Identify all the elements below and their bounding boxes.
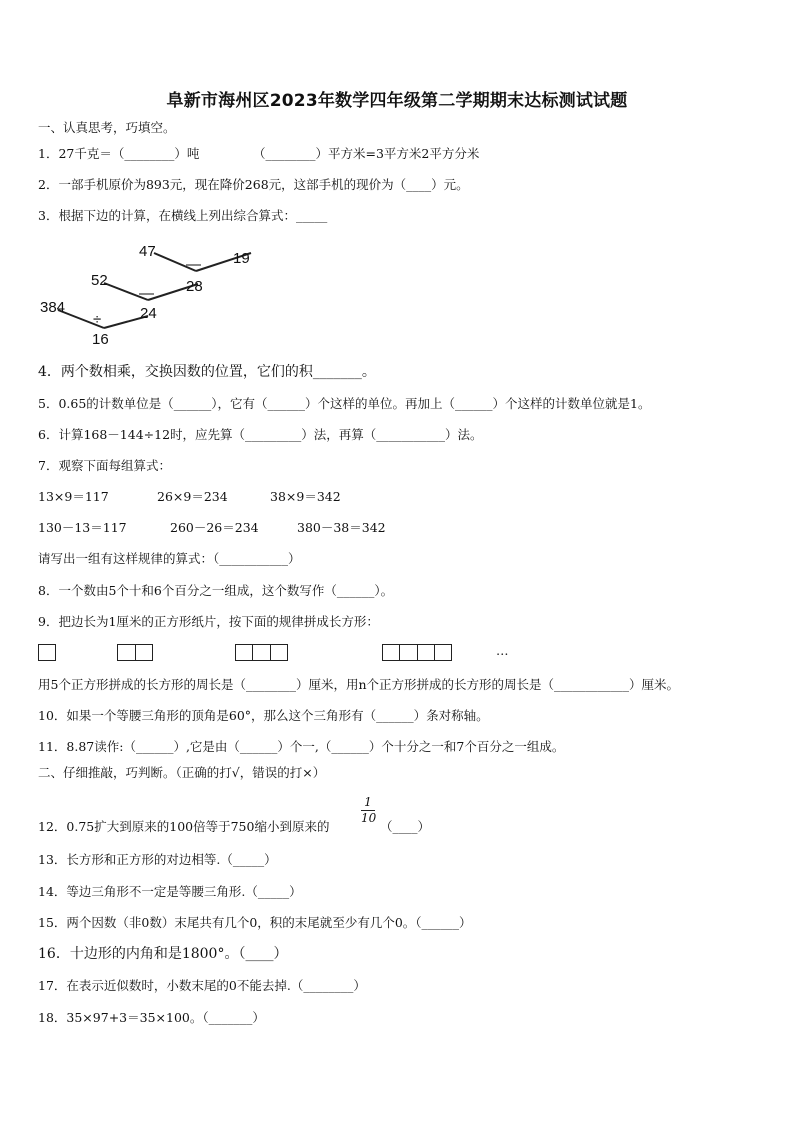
q7-row2-item3: 380－38＝342	[297, 520, 386, 535]
question-10: 10．如果一个等腰三角形的顶角是60°，那么这个三角形有（______）条对称轴。	[38, 708, 489, 723]
fraction-numerator: 1	[364, 795, 372, 809]
number-47: 47	[139, 243, 156, 260]
question-12: 12．0.75扩大到原来的100倍等于750缩小到原来的	[38, 819, 330, 834]
question-3: 3．根据下边的计算，在横线上列出综合算式：_____	[38, 208, 328, 223]
q7-row1-item2: 26×9＝234	[157, 489, 228, 504]
number-28: 28	[186, 278, 203, 295]
q7-row2-item1: 130－13＝117	[38, 520, 127, 535]
fraction-denominator: 10	[361, 811, 377, 825]
q7-row1-item1: 13×9＝117	[38, 489, 109, 504]
question-18: 18．35×97+3＝35×100。（_______）	[38, 1010, 265, 1025]
question-15: 15．两个因数（非0数）末尾共有几个0，积的末尾就至少有几个0。（______）	[38, 915, 472, 930]
question-1b: （________）平方米=3平方米2平方分米	[253, 146, 480, 161]
minus-sign-1: —	[186, 256, 201, 273]
number-24: 24	[140, 305, 157, 322]
number-16: 16	[92, 331, 109, 348]
question-7: 7．观察下面每组算式：	[38, 458, 171, 473]
question-5: 5．0.65的计数单位是（______），它有（______）个这样的单位。再加上（______）个这样的计数单位就是1。	[38, 396, 651, 411]
question-9: 9．把边长为1厘米的正方形纸片，按下面的规律拼成长方形：	[38, 614, 379, 629]
calculation-diagram	[36, 236, 266, 352]
question-7-write: 请写出一组有这样规律的算式：（___________）	[38, 551, 301, 566]
fraction-one-tenth	[361, 796, 375, 825]
question-12-blank: （____）	[380, 819, 431, 834]
question-8: 8．一个数由5个十和6个百分之一组成，这个数写作（______）。	[38, 583, 394, 598]
question-16: 16．十边形的内角和是1800°。（____）	[38, 946, 288, 962]
question-11: 11．8.87读作:（______）,它是由（______）个一,（______）个十分之一和7个百分之一组成。	[38, 739, 565, 754]
question-13: 13．长方形和正方形的对边相等.（_____）	[38, 852, 277, 867]
section-2-heading: 二、仔细推敲，巧判断。（正确的打√，错误的打×）	[38, 765, 326, 780]
squares-3	[235, 644, 288, 661]
question-4: 4．两个数相乘，交换因数的位置，它们的积_______。	[38, 364, 376, 380]
question-6: 6．计算168－144÷12时，应先算（_________）法，再算（___________）法。	[38, 427, 483, 442]
question-1a: 1．27千克＝（________）吨	[38, 146, 200, 161]
number-19: 19	[233, 250, 250, 267]
squares-1	[38, 644, 56, 661]
question-2: 2．一部手机原价为893元，现在降价268元，这部手机的现价为（____）元。	[38, 177, 469, 192]
question-9b: 用5个正方形拼成的长方形的周长是（________）厘米，用n个正方形拼成的长方形的周长是（____________）厘米。	[38, 677, 680, 692]
division-sign: ÷	[93, 311, 102, 328]
q7-row1-item3: 38×9＝342	[270, 489, 341, 504]
squares-4	[382, 644, 452, 661]
squares-2	[117, 644, 153, 661]
question-17: 17．在表示近似数时，小数末尾的0不能去掉.（________）	[38, 978, 366, 993]
ellipsis: …	[496, 643, 509, 658]
number-52: 52	[91, 272, 108, 289]
question-14: 14．等边三角形不一定是等腰三角形.（_____）	[38, 884, 302, 899]
section-1-heading: 一、认真思考，巧填空。	[38, 120, 176, 135]
minus-sign-2: —	[139, 285, 154, 302]
q7-row2-item2: 260－26＝234	[170, 520, 259, 535]
number-384: 384	[40, 299, 66, 316]
page-title: 阜新市海州区2023年数学四年级第二学期期末达标测试试题	[166, 91, 628, 111]
